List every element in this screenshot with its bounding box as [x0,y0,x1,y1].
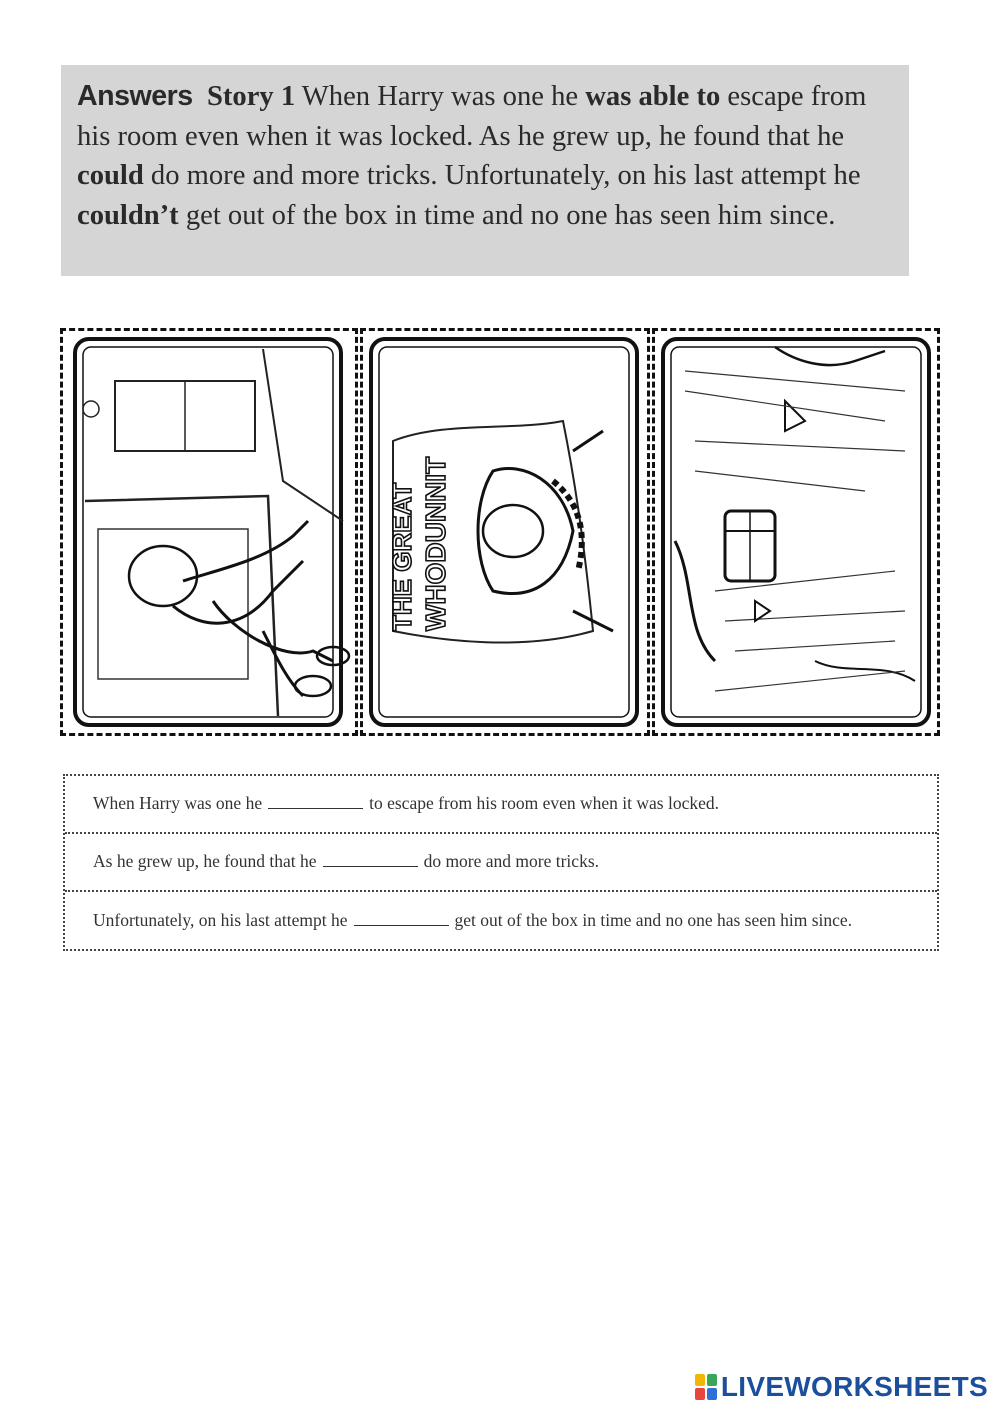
answer-seg-6: get out of the box in time and no one has seen him since. [178,199,836,231]
answer-seg-2: escape from his room even when it was locked. As he grew up, he found that he [77,81,867,152]
liveworksheets-logo[interactable] [695,1372,988,1402]
answer-seg-4: do more and more tricks. Unfortunately, on his last attempt he [143,160,861,191]
brand-name: LIVEWORKSHEETS [720,1371,988,1402]
answer-seg-3: could [77,160,144,191]
story-label: Story 1 [207,81,296,112]
row-3-before: Unfortunately, on his last attempt he [93,910,348,930]
row-1-after: to escape from his room even when it was locked. [369,793,720,813]
panel-3-waterfall [652,328,940,736]
row-3-blank[interactable] [354,913,449,926]
answers-heading: Answers [77,80,193,112]
row-3-after: get out of the box in time and no one has seen him since. [454,910,853,930]
exercise-row-2 [65,834,937,892]
story-panels [60,328,940,738]
row-1-before: When Harry was one he [93,793,263,813]
row-2-before: As he grew up, he found that he [93,851,317,871]
exercise-row-1 [65,776,937,834]
row-2-blank[interactable] [323,854,418,867]
row-2-after: do more and more tricks. [423,851,599,871]
answer-seg-1: was able to [585,81,721,112]
row-1-blank[interactable] [268,796,363,809]
liveworksheets-logo-icon [695,1374,717,1400]
panel-3-illustration [655,331,937,733]
exercise-row-3 [65,892,937,949]
answer-text [77,81,866,231]
poster-title-line1: THE GREAT [387,482,417,631]
answers-box [61,65,909,276]
answer-seg-5: couldn’t [77,199,179,231]
panel-1-escape-room [60,328,358,736]
exercise-table [63,774,939,951]
poster-title-line2: WHODUNNIT [420,456,451,631]
panel-1-illustration [63,331,355,733]
answer-seg-0: When Harry was one he [301,81,586,112]
panel-2-illustration [363,331,647,733]
panel-2-poster [360,328,650,736]
